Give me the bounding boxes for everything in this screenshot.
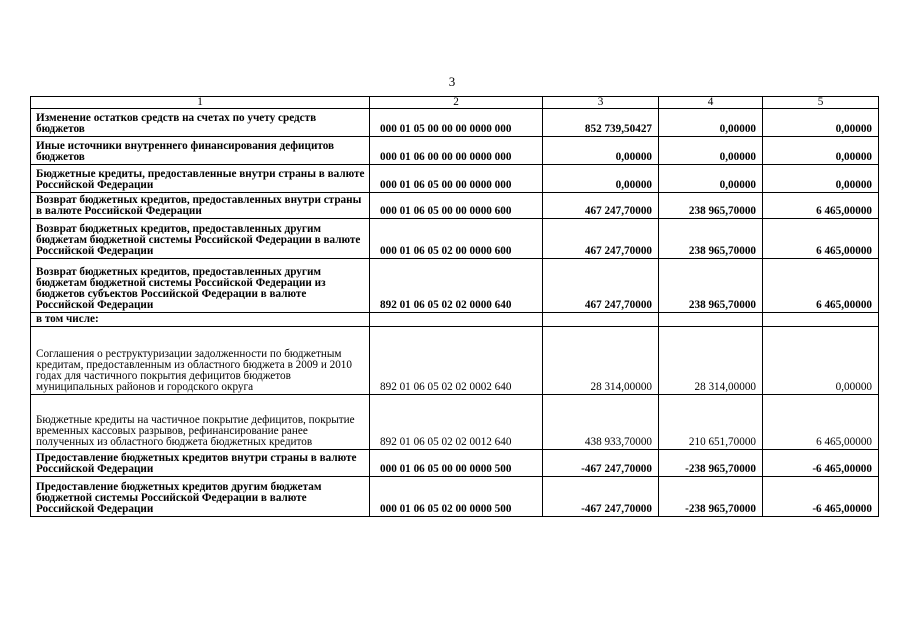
page-number: 3: [448, 74, 456, 89]
column-header: 3: [543, 97, 659, 109]
row-value-col3: 0,00000: [543, 165, 659, 193]
row-value-col4: 238 965,70000: [659, 259, 763, 313]
row-value-col3: -467 247,70000: [543, 477, 659, 517]
row-name-cell: Возврат бюджетных кредитов, предоставленных внутри страны в валюте Российской Федерации: [31, 193, 370, 219]
row-value-col3: 467 247,70000: [543, 193, 659, 219]
row-code-cell: 000 01 06 05 00 00 0000 500: [370, 450, 543, 477]
row-code-cell: 000 01 05 00 00 00 0000 000: [370, 109, 543, 137]
column-header: 2: [370, 97, 543, 109]
row-code-cell: 000 01 06 05 00 00 0000 000: [370, 165, 543, 193]
row-value-col5: 6 465,00000: [763, 219, 879, 259]
table-row: [31, 327, 879, 395]
row-name-cell: Соглашения о реструктуризации задолженности по бюджетным кредитам, предоставленным из областного бюджета в 2009 и 2010 годах для частичного покрытия дефицитов бюджетов муниципальных районов и городского округа: [31, 327, 370, 395]
row-value-col4: 0,00000: [659, 109, 763, 137]
row-value-col5: 0,00000: [763, 327, 879, 395]
row-value-col5: 0,00000: [763, 137, 879, 165]
table-row: [31, 109, 879, 137]
row-value-col3: 467 247,70000: [543, 219, 659, 259]
row-code-cell: 892 01 06 05 02 02 0002 640: [370, 327, 543, 395]
row-code-cell: 000 01 06 05 02 00 0000 500: [370, 477, 543, 517]
row-value-col4: 210 651,70000: [659, 395, 763, 450]
column-header: 1: [31, 97, 370, 109]
row-value-col5: 0,00000: [763, 165, 879, 193]
table-row: [31, 259, 879, 313]
row-code-cell: [370, 313, 543, 327]
row-name-cell: Изменение остатков средств на счетах по учету средств бюджетов: [31, 109, 370, 137]
row-code-cell: 000 01 06 05 02 00 0000 600: [370, 219, 543, 259]
row-value-col5: -6 465,00000: [763, 450, 879, 477]
row-value-col3: -467 247,70000: [543, 450, 659, 477]
table-row: [31, 165, 879, 193]
row-value-col5: 6 465,00000: [763, 259, 879, 313]
row-name-cell: Возврат бюджетных кредитов, предоставленных другим бюджетам бюджетной системы Российской Федерации из бюджетов субъектов Российской Федерации в валюте Российской Федерации: [31, 259, 370, 313]
column-header: 4: [659, 97, 763, 109]
row-code-cell: 000 01 06 05 00 00 0000 600: [370, 193, 543, 219]
row-value-col4: 238 965,70000: [659, 193, 763, 219]
row-name-cell: в том числе:: [31, 313, 370, 327]
row-name-cell: Бюджетные кредиты, предоставленные внутри страны в валюте Российской Федерации: [31, 165, 370, 193]
row-value-col3: 852 739,50427: [543, 109, 659, 137]
table-row: [31, 313, 879, 327]
row-value-col4: 0,00000: [659, 137, 763, 165]
row-value-col4: 0,00000: [659, 165, 763, 193]
table-header-row: [31, 97, 879, 109]
table-row: [31, 219, 879, 259]
row-value-col4: [659, 313, 763, 327]
row-value-col3: 438 933,70000: [543, 395, 659, 450]
row-value-col5: -6 465,00000: [763, 477, 879, 517]
row-value-col5: 6 465,00000: [763, 395, 879, 450]
row-value-col5: [763, 313, 879, 327]
sources-financing-table: [30, 96, 879, 517]
row-value-col5: 0,00000: [763, 109, 879, 137]
row-value-col4: -238 965,70000: [659, 477, 763, 517]
row-name-cell: Бюджетные кредиты на частичное покрытие дефицитов, покрытие временных кассовых разрывов, рефинансирование ранее полученных из областного бюджета бюджетных кредитов: [31, 395, 370, 450]
row-code-cell: 892 01 06 05 02 02 0000 640: [370, 259, 543, 313]
row-name-cell: Предоставление бюджетных кредитов другим бюджетам бюджетной системы Российской Федерации в валюте Российской Федерации: [31, 477, 370, 517]
row-name-cell: Иные источники внутреннего финансирования дефицитов бюджетов: [31, 137, 370, 165]
row-value-col4: -238 965,70000: [659, 450, 763, 477]
row-value-col3: [543, 313, 659, 327]
table-row: [31, 477, 879, 517]
row-value-col3: 28 314,00000: [543, 327, 659, 395]
row-name-cell: Возврат бюджетных кредитов, предоставленных другим бюджетам бюджетной системы Российской Федерации в валюте Российской Федерации: [31, 219, 370, 259]
row-value-col3: 467 247,70000: [543, 259, 659, 313]
column-header: 5: [763, 97, 879, 109]
row-code-cell: 892 01 06 05 02 02 0012 640: [370, 395, 543, 450]
row-code-cell: 000 01 06 00 00 00 0000 000: [370, 137, 543, 165]
table-row: [31, 137, 879, 165]
table-row: [31, 450, 879, 477]
row-value-col4: 238 965,70000: [659, 219, 763, 259]
row-value-col5: 6 465,00000: [763, 193, 879, 219]
row-value-col3: 0,00000: [543, 137, 659, 165]
table-row: [31, 193, 879, 219]
row-name-cell: Предоставление бюджетных кредитов внутри страны в валюте Российской Федерации: [31, 450, 370, 477]
row-value-col4: 28 314,00000: [659, 327, 763, 395]
table-row: [31, 395, 879, 450]
